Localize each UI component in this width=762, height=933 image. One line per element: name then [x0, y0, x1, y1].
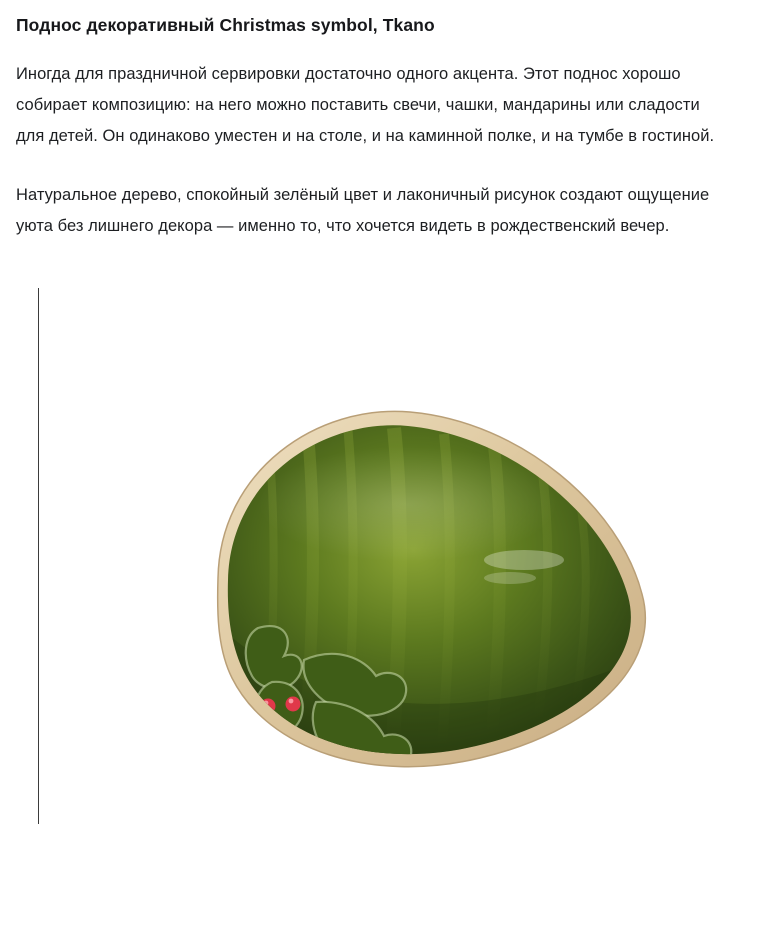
tray-illustration: [108, 384, 668, 784]
body-paragraph-1: Иногда для праздничной сервировки достаточно одного акцента. Этот поднос хорошо собирает композицию: на него можно поставить свечи, чашки, мандарины или сладости для детей. Он одинаково уместен и на столе, и на каминной полке, и на тумбе в гостиной.: [16, 64, 715, 145]
vertical-rule-divider: [38, 288, 39, 824]
page-title: Поднос декоративный Christmas symbol, Tkano: [16, 15, 435, 35]
product-image: [108, 384, 668, 784]
product-figure: [16, 288, 738, 828]
body-paragraph-2: Натуральное дерево, спокойный зелёный цвет и лаконичный рисунок создают ощущение уюта без лишнего декора — именно то, что хочется видеть в рождественский вечер.: [16, 185, 710, 235]
